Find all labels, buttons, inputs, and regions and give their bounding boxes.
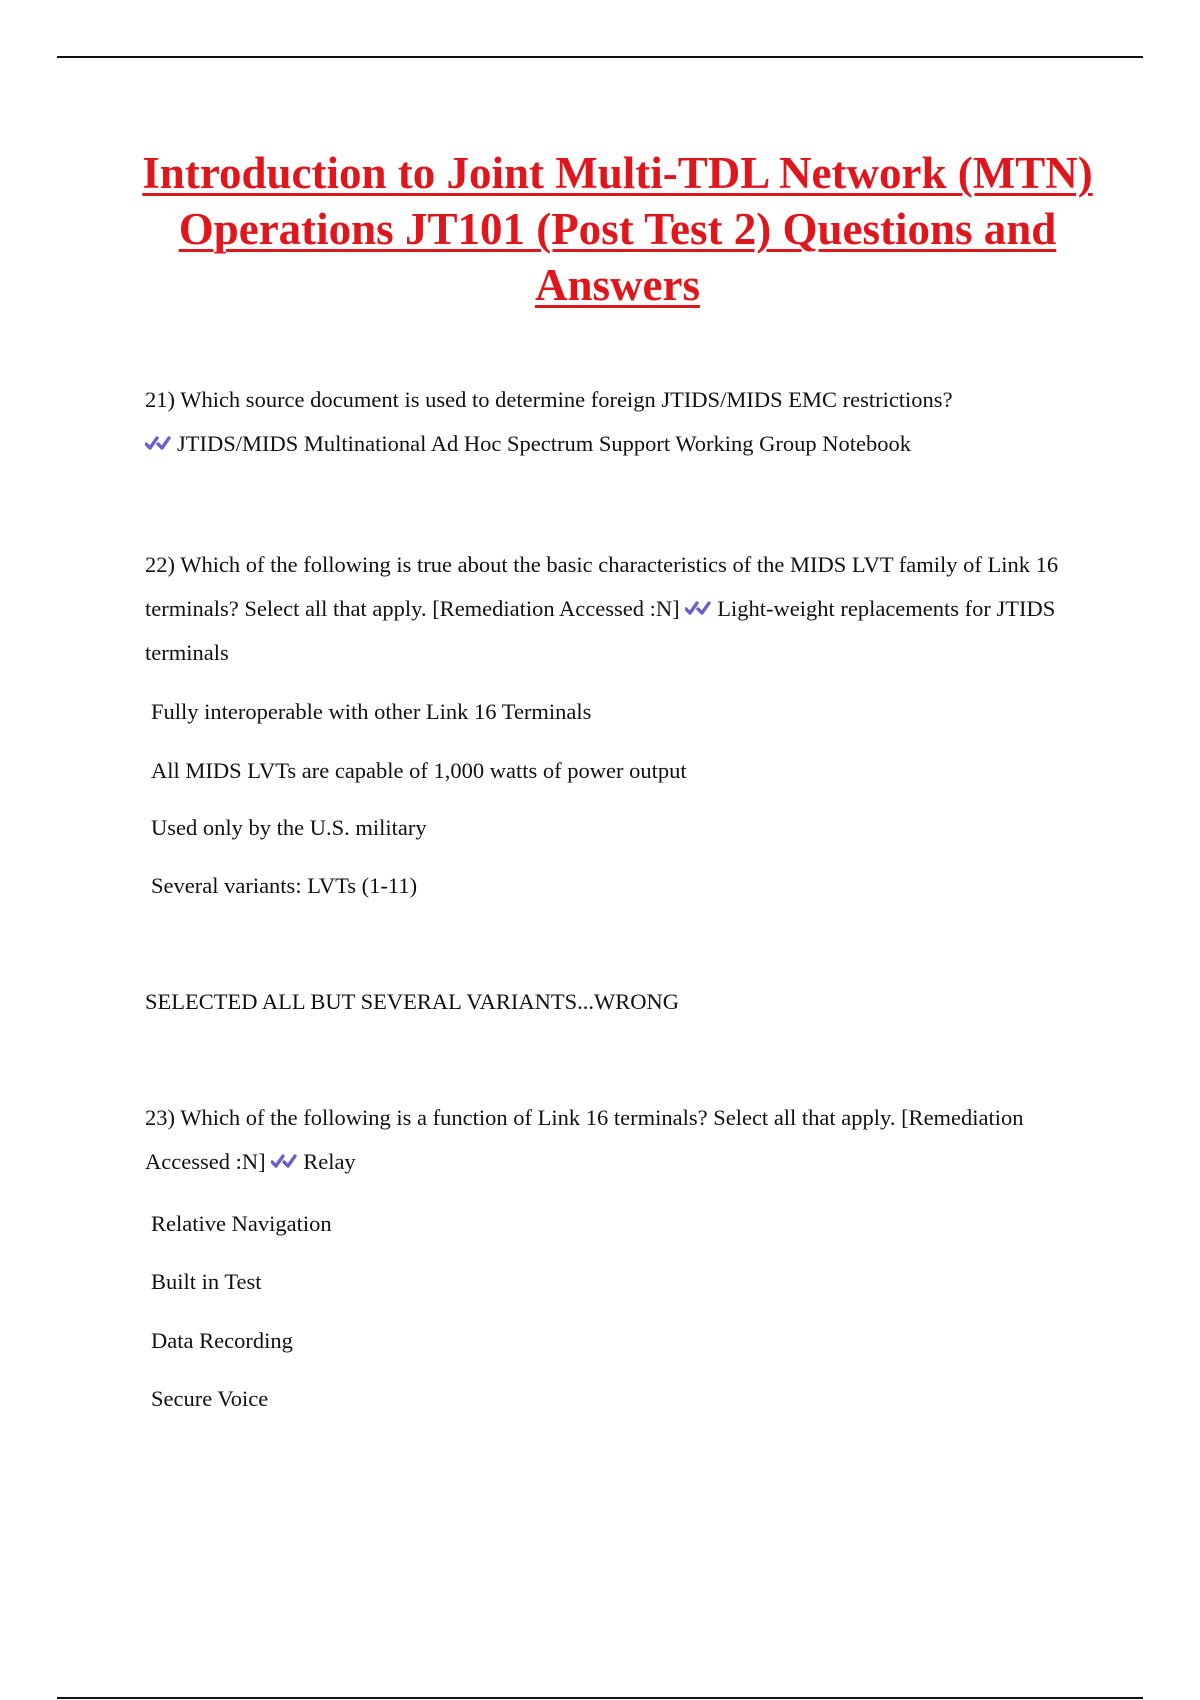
question-21: [145, 378, 1065, 466]
question-22-option: Used only by the U.S. military: [151, 815, 427, 840]
double-check-icon: [685, 597, 711, 619]
question-23-text: 23) Which of the following is a function of Link 16 terminals? Select all that apply. [Remediation Accessed :N]: [145, 1105, 1024, 1174]
question-21-answer: JTIDS/MIDS Multinational Ad Hoc Spectrum Support Working Group Notebook: [177, 431, 911, 456]
question-23-option: Relative Navigation: [151, 1211, 332, 1236]
document-title: Introduction to Joint Multi-TDL Network (MTN) Operations JT101 (Post Test 2) Questions and Answers: [142, 148, 1093, 310]
question-22-option: Several variants: LVTs (1-11): [151, 873, 418, 898]
question-22: [145, 543, 1065, 675]
double-check-icon: [271, 1150, 297, 1172]
question-23: [145, 1096, 1065, 1184]
question-23-option: Secure Voice: [151, 1386, 269, 1411]
question-22-answer: Light-weight replacements for JTIDS terminals: [145, 596, 1056, 665]
question-22-option: All MIDS LVTs are capable of 1,000 watts of power output: [151, 758, 687, 783]
question-21-text: 21) Which source document is used to determine foreign JTIDS/MIDS EMC restrictions?: [145, 387, 953, 412]
question-22-option: Fully interoperable with other Link 16 Terminals: [151, 699, 592, 724]
question-23-option: Data Recording: [151, 1328, 293, 1353]
bottom-rule: [57, 1697, 1143, 1699]
question-22-text: 22) Which of the following is true about the basic characteristics of the MIDS LVT family of Link 16 terminals? Select all that apply. [Remediation Accessed :N]: [145, 552, 1059, 621]
question-23-option: Built in Test: [151, 1269, 262, 1294]
double-check-icon: [145, 432, 171, 454]
top-rule: [57, 56, 1143, 58]
question-22-note: SELECTED ALL BUT SEVERAL VARIANTS...WRONG: [145, 989, 679, 1014]
question-23-answer: Relay: [303, 1149, 356, 1174]
